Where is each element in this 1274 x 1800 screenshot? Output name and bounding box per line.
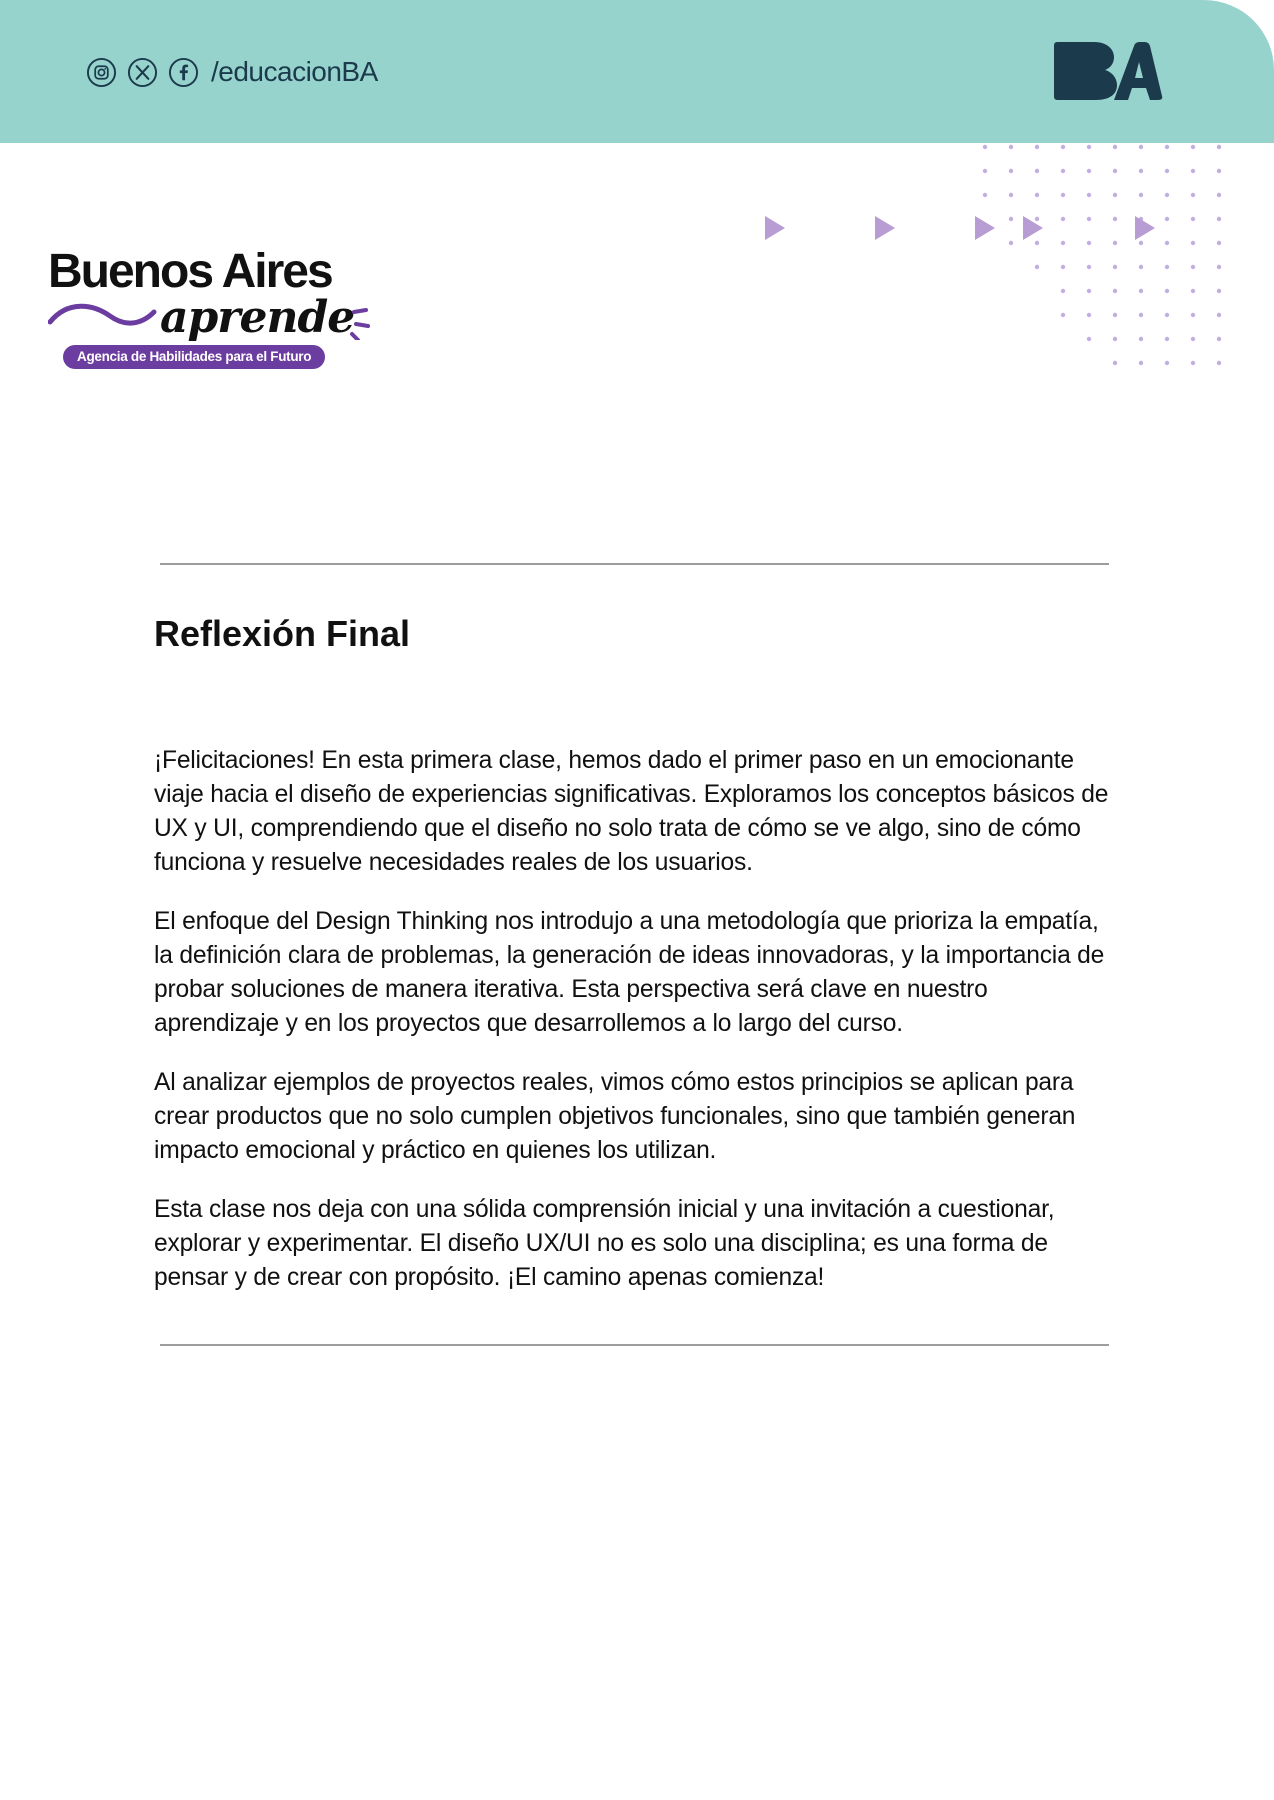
body-text [154,744,1114,1320]
swoosh-icon [48,296,158,336]
brand-line-2: aprende [160,292,355,343]
social-handle[interactable]: /educacionBA [211,56,378,87]
social-links [86,52,378,92]
paragraph: Al analizar ejemplos de proyectos reales, vimos cómo estos principios se aplican para crear productos que no solo cumplen objetivos funcionales, sino que también generan impacto emocional y práctico en quienes los utilizan. [154,1069,1076,1164]
brand-line-1: Buenos Aires [48,245,332,298]
buenos-aires-aprende-logo [48,246,388,376]
decorative-triangle [765,216,785,240]
decorative-triangle [875,216,895,240]
x-icon[interactable] [127,57,158,88]
facebook-icon[interactable] [168,57,199,88]
paragraph: Esta clase nos deja con una sólida comprensión inicial y una invitación a cuestionar, explorar y experimentar. El diseño UX/UI no es solo una disciplina; es una forma de pensar y de crear con propósito. ¡El camino apenas comienza! [154,1196,1055,1291]
decorative-triangle [1023,216,1043,240]
decorative-dot-grid [975,137,1265,387]
brand-tagline: Agencia de Habilidades para el Futuro [63,345,325,369]
paragraph: El enfoque del Design Thinking nos introdujo a una metodología que prioriza la empatía, la definición clara de problemas, la generación de ideas innovadoras, y la importancia de probar soluciones de manera iterativa. Esta perspectiva será clave en nuestro aprendizaje y en los proyectos que desarrollemos a lo largo del curso. [154,908,1105,1037]
divider-bottom [160,1344,1109,1346]
sparkle-icon [348,300,382,340]
header-band [0,0,1274,143]
page-title: Reflexión Final [154,613,411,654]
paragraph: ¡Felicitaciones! En esta primera clase, hemos dado el primer paso en un emocionante viaje hacia el diseño de experiencias significativas. Exploramos los conceptos básicos de UX y UI, comprendiendo que el diseño no solo trata de cómo se ve algo, sino de cómo funciona y resuelve necesidades reales de los usuarios. [154,747,1109,876]
decorative-triangle [975,216,995,240]
decorative-triangle [1135,216,1155,240]
instagram-icon[interactable] [86,57,117,88]
ba-city-logo [1050,38,1165,104]
divider-top [160,563,1109,565]
